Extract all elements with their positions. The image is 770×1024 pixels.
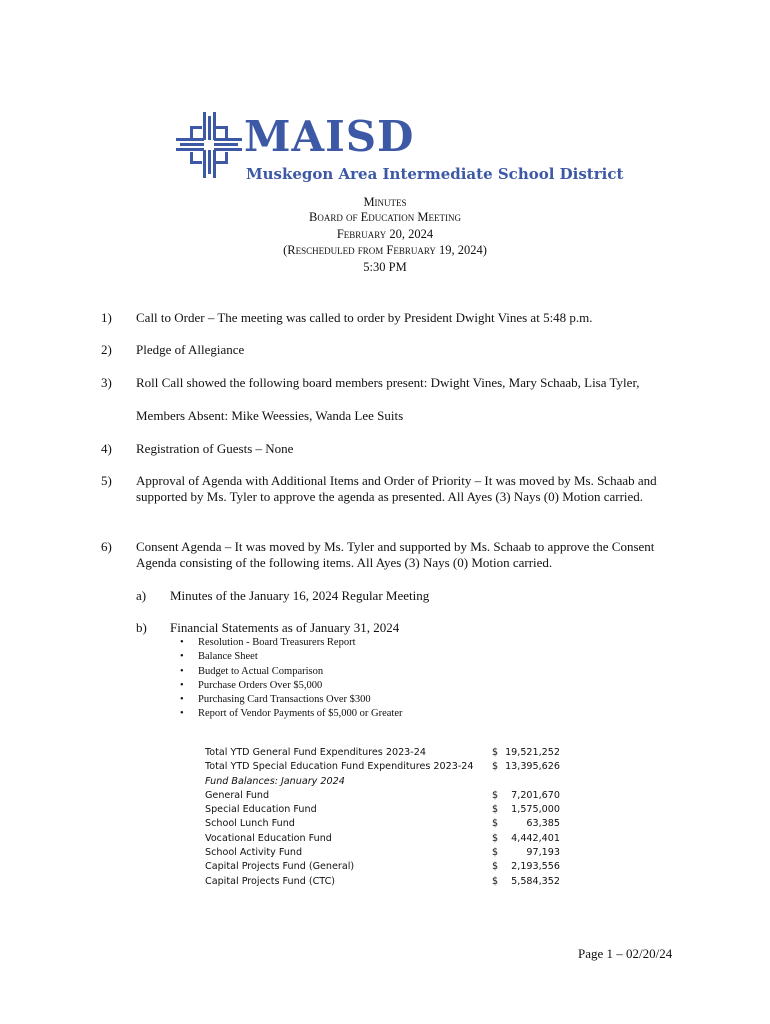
fin-label: School Activity Fund — [205, 847, 303, 859]
fin-value: 2,193,556 — [511, 861, 560, 873]
logo-subtitle: Muskegon Area Intermediate School District — [246, 165, 624, 183]
fin-value: 63,385 — [526, 818, 560, 830]
financial-bullet-list — [180, 636, 403, 722]
financial-table — [205, 746, 560, 889]
page-footer: Page 1 – 02/20/24 — [578, 946, 673, 961]
list-item: • Purchasing Card Transactions Over $300 — [180, 693, 403, 707]
subitem-letter: b) — [136, 620, 147, 635]
list-item: • Budget to Actual Comparison — [180, 665, 403, 679]
fin-label: School Lunch Fund — [205, 818, 295, 830]
item-roll-call: Roll Call showed the following board members present: Dwight Vines, Mary Schaab, Lisa Tyler, — [136, 375, 640, 390]
list-item: • Report of Vendor Payments of $5,000 or Greater — [180, 707, 403, 721]
fin-value: 1,575,000 — [511, 804, 560, 816]
fin-dollar: $ — [492, 861, 499, 873]
fin-label: Total YTD Special Education Fund Expenditures 2023-24 — [205, 761, 474, 773]
header-date: February 20, 2024 — [336, 227, 434, 241]
item-number: 3) — [101, 375, 112, 390]
fin-label: Vocational Education Fund — [205, 832, 332, 844]
fin-label: Total YTD General Fund Expenditures 2023-24 — [205, 747, 426, 758]
table-row — [205, 832, 560, 846]
table-row — [205, 875, 560, 889]
fin-value: 5,584,352 — [511, 875, 560, 887]
table-row — [205, 860, 560, 874]
fin-dollar: $ — [492, 789, 499, 801]
table-row — [205, 746, 560, 760]
item-call-to-order: Call to Order – The meeting was called to order by President Dwight Vines at 5:48 p.m. — [136, 310, 593, 325]
item-pledge: Pledge of Allegiance — [136, 342, 245, 357]
fin-label: Capital Projects Fund (CTC) — [205, 875, 336, 887]
item-consent-agenda: Consent Agenda – It was moved by Ms. Tyler and supported by Ms. Schaab to approve the Consent Agenda consisting of the following items. All Ayes (3) Nays (0) Motion carried. — [136, 539, 655, 570]
list-item: • Balance Sheet — [180, 650, 403, 664]
header-title: Minutes — [363, 195, 407, 209]
item-guests: Registration of Guests – None — [136, 441, 294, 456]
table-row — [205, 760, 560, 774]
table-row — [205, 789, 560, 803]
item-number: 1) — [101, 310, 112, 325]
fin-label: General Fund — [205, 789, 270, 801]
fin-dollar: $ — [492, 761, 499, 773]
header-time: 5:30 PM — [363, 260, 407, 274]
item-members-absent: Members Absent: Mike Weessies, Wanda Lee Suits — [136, 408, 404, 423]
fin-dollar: $ — [492, 875, 499, 887]
fin-dollar: $ — [492, 747, 499, 758]
fin-dollar: $ — [492, 804, 499, 816]
item-number: 6) — [101, 539, 112, 554]
table-row — [205, 803, 560, 817]
logo-wordmark: MAISD — [244, 112, 415, 161]
fin-label: Special Education Fund — [205, 804, 317, 816]
table-row — [205, 775, 560, 789]
header-rescheduled: (Rescheduled from February 19, 2024) — [283, 243, 487, 257]
item-number: 2) — [101, 342, 112, 357]
fin-label: Capital Projects Fund (General) — [205, 861, 355, 873]
fin-section-heading: Fund Balances: January 2024 — [205, 775, 345, 787]
maisd-logo — [176, 110, 624, 190]
fin-dollar: $ — [492, 832, 499, 844]
list-item: • Resolution - Board Treasurers Report — [180, 636, 403, 650]
table-row — [205, 817, 560, 831]
table-row — [205, 846, 560, 860]
list-item: • Purchase Orders Over $5,000 — [180, 679, 403, 693]
item-number: 4) — [101, 441, 112, 456]
fin-value: 19,521,252 — [505, 747, 560, 758]
logo-mark-icon — [176, 112, 242, 178]
fin-value: 97,193 — [526, 847, 560, 859]
fin-value: 4,442,401 — [511, 832, 560, 844]
fin-dollar: $ — [492, 847, 499, 859]
item-approval-agenda: Approval of Agenda with Additional Items and Order of Priority – It was moved by Ms. Schaab and supported by Ms. Tyler to approve the agenda as presented. All Ayes (3) Nays (0) Motion carried. — [136, 473, 657, 504]
subitem-minutes: Minutes of the January 16, 2024 Regular Meeting — [170, 588, 430, 603]
subitem-financial-statements: Financial Statements as of January 31, 2024 — [170, 620, 400, 635]
fin-dollar: $ — [492, 818, 499, 830]
header-meeting: Board of Education Meeting — [309, 210, 461, 224]
subitem-letter: a) — [136, 588, 147, 603]
item-number: 5) — [101, 473, 112, 488]
fin-value: 13,395,626 — [505, 761, 560, 773]
fin-value: 7,201,670 — [511, 789, 560, 801]
